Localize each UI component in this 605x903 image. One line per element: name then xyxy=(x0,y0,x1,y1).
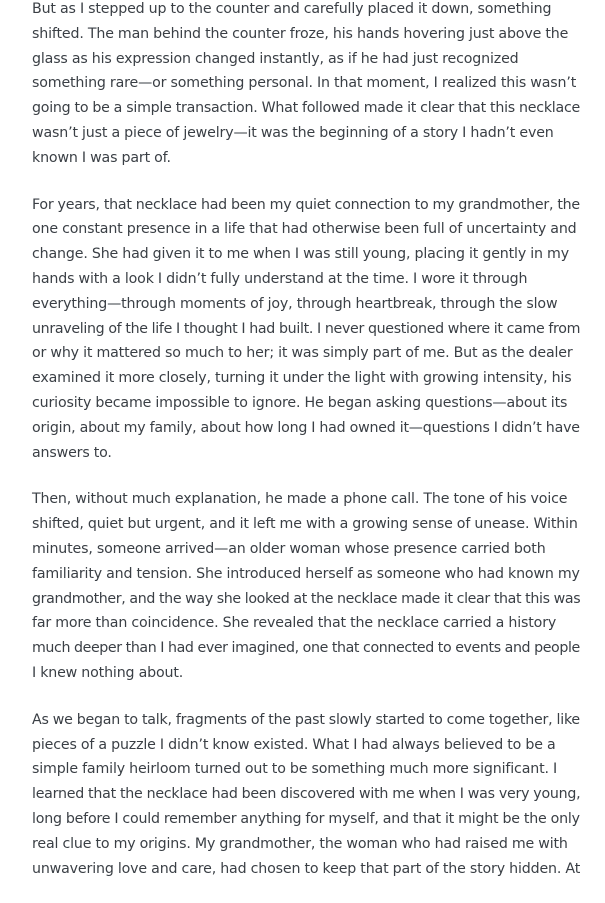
article-body xyxy=(32,0,581,903)
text-line: shifted, quiet but urgent, and it left me with a growing sense of unease. Within xyxy=(32,516,578,533)
text-line: something rare—or something personal. In that moment, I realized this wasn’t xyxy=(32,75,577,92)
text-line: much deeper than I had ever imagined, one that connected to events and people xyxy=(32,640,580,657)
text-line: simple family heirloom turned out to be something much more significant. I xyxy=(32,761,558,778)
text-line: one constant presence in a life that had otherwise been full of uncertainty and xyxy=(32,221,577,238)
paragraph-4 xyxy=(32,708,581,882)
text-line: answers to. xyxy=(32,444,112,461)
paragraph-3 xyxy=(32,487,581,685)
text-line: known I was part of. xyxy=(32,149,171,166)
text-line: far more than coincidence. She revealed that the necklace carried a history xyxy=(32,615,557,632)
text-line: unraveling of the life I thought I had built. I never questioned where it came from xyxy=(32,320,581,337)
text-line: wasn’t just a piece of jewelry—it was the beginning of a story I hadn’t even xyxy=(32,124,554,141)
paragraph-2 xyxy=(32,193,581,466)
text-line: or why it mattered so much to her; it was simply part of me. But as the dealer xyxy=(32,345,573,362)
text-line: shifted. The man behind the counter froze, his hands hovering just above the xyxy=(32,25,569,42)
text-line: going to be a simple transaction. What followed made it clear that this necklace xyxy=(32,100,581,117)
text-line: pieces of a puzzle I didn’t know existed. What I had always believed to be a xyxy=(32,736,556,753)
text-line: hands with a look I didn’t fully understand at the time. I wore it through xyxy=(32,270,528,287)
text-line: origin, about my family, about how long I had owned it—questions I didn’t have xyxy=(32,419,580,436)
text-line: minutes, someone arrived—an older woman whose presence carried both xyxy=(32,540,546,557)
text-line: Then, without much explanation, he made a phone call. The tone of his voice xyxy=(32,491,568,508)
text-line: grandmother, and the way she looked at the necklace made it clear that this was xyxy=(32,590,581,607)
text-line: real clue to my origins. My grandmother, the woman who had raised me with xyxy=(32,835,568,852)
text-line: As we began to talk, fragments of the past slowly started to come together, like xyxy=(32,711,580,728)
text-line: For years, that necklace had been my quiet connection to my grandmother, the xyxy=(32,196,580,213)
text-line: everything—through moments of joy, through heartbreak, through the slow xyxy=(32,295,558,312)
text-line: unwavering love and care, had chosen to keep that part of the story hidden. At xyxy=(32,860,581,877)
text-line: I knew nothing about. xyxy=(32,664,184,681)
text-line: learned that the necklace had been discovered with me when I was very young, xyxy=(32,786,581,803)
text-line: familiarity and tension. She introduced herself as someone who had known my xyxy=(32,565,580,582)
text-line: But as I stepped up to the counter and carefully placed it down, something xyxy=(32,1,552,17)
paragraph-1 xyxy=(32,0,581,171)
text-line: curiosity became impossible to ignore. He began asking questions—about its xyxy=(32,394,568,411)
text-line: examined it more closely, turning it under the light with growing intensity, his xyxy=(32,370,572,387)
text-line: long before I could remember anything for myself, and that it might be the only xyxy=(32,810,580,827)
text-line: change. She had given it to me when I was still young, placing it gently in my xyxy=(32,246,569,263)
text-line: glass as his expression changed instantly, as if he had just recognized xyxy=(32,50,519,67)
